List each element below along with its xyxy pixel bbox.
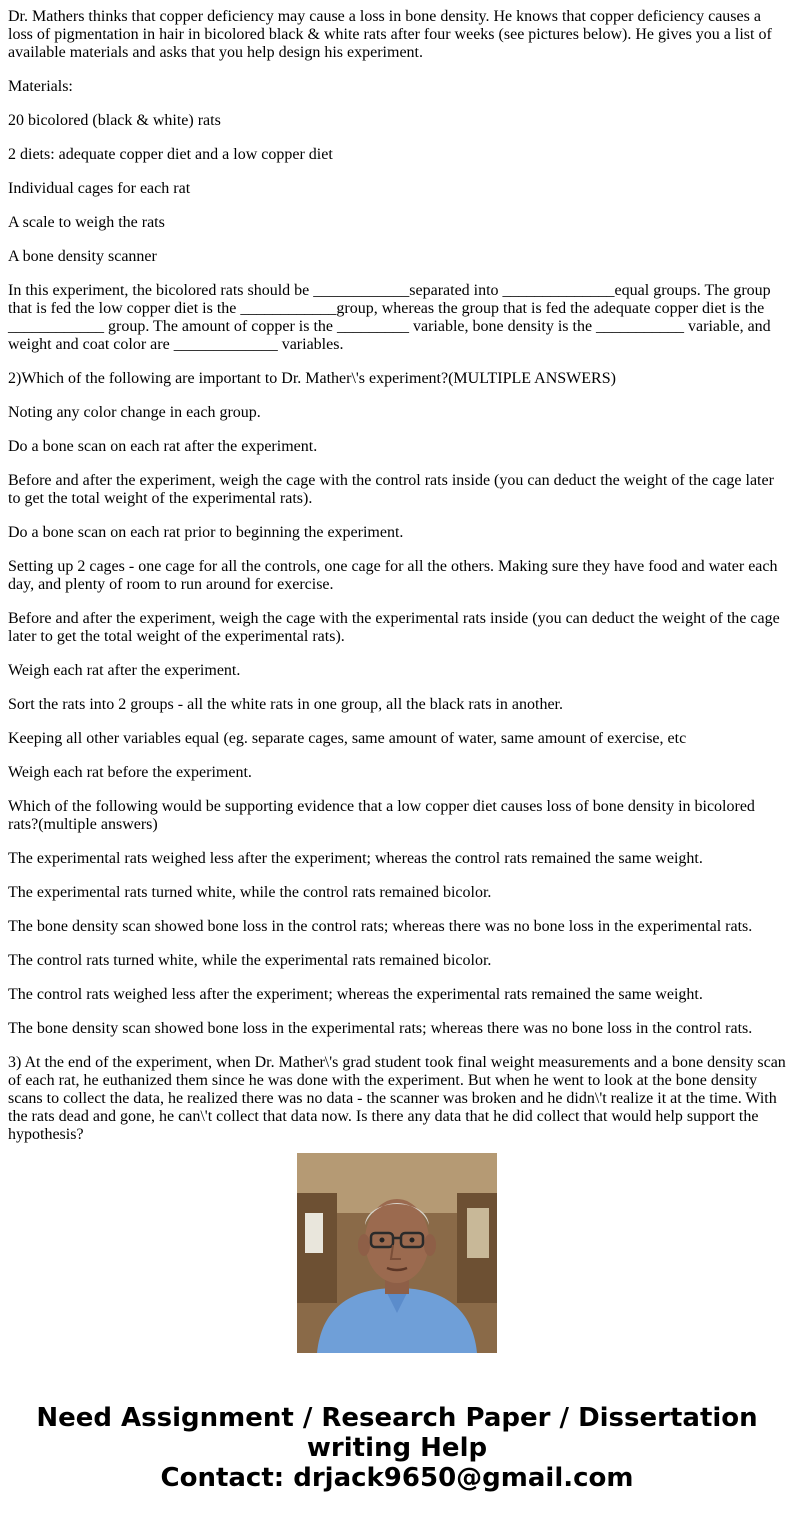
question-document <box>8 0 786 1143</box>
q3-paragraph: 3) At the end of the experiment, when Dr. Mather\'s grad student took final weight measurements and a bone density scan of each rat, he euthanized them since he was done with the experiment. But when he went to look at the bone density scans to collect the data, he realized there was no data - the scanner was broken and he didn\'t realize it at the time. With the rats dead and gone, he can\'t collect that data now. Is there any data that he did collect that would help support the hypothesis? <box>8 1054 786 1143</box>
q2-option: Before and after the experiment, weigh the cage with the control rats inside (you can deduct the weight of the cage later to get the total weight of the experimental rats). <box>8 472 774 507</box>
evidence-prompt: Which of the following would be supporting evidence that a low copper diet causes loss of bone density in bicolored rats?(multiple answers) <box>8 798 755 833</box>
q2-option: Do a bone scan on each rat prior to beginning the experiment. <box>8 524 404 541</box>
tutor-avatar-photo <box>297 1153 497 1353</box>
q2-option: Keeping all other variables equal (eg. separate cages, same amount of water, same amount of exercise, etc <box>8 730 687 747</box>
evidence-option: The bone density scan showed bone loss in the control rats; whereas there was no bone loss in the experimental rats. <box>8 918 753 935</box>
q2-option: Setting up 2 cages - one cage for all the controls, one cage for all the others. Making sure they have food and water each day, and plenty of room to run around for exercise. <box>8 558 778 593</box>
material-item: 2 diets: adequate copper diet and a low copper diet <box>8 146 333 163</box>
material-item: Individual cages for each rat <box>8 180 191 197</box>
q2-option: Weigh each rat after the experiment. <box>8 662 241 679</box>
tutor-portrait-illustration <box>297 1153 497 1353</box>
evidence-option: The control rats weighed less after the experiment; whereas the experimental rats remained the same weight. <box>8 986 703 1003</box>
help-banner-headline: Need Assignment / Research Paper / Dissertation writing Help <box>36 1403 758 1463</box>
q2-prompt: 2)Which of the following are important to Dr. Mather\'s experiment?(MULTIPLE ANSWERS) <box>8 370 616 387</box>
q2-option: Do a bone scan on each rat after the experiment. <box>8 438 318 455</box>
fill-in-question: In this experiment, the bicolored rats should be ____________separated into ______________equal groups. The group that is fed the low copper diet is the ____________group, whereas the group that is fed the adequate copper diet is the ____________ group. The amount of copper is the _________ variable, bone density is the ___________ variable, and weight and coat color are _____________ variables. <box>8 282 771 353</box>
q2-option: Noting any color change in each group. <box>8 404 261 421</box>
help-banner <box>0 1403 794 1493</box>
q2-option: Before and after the experiment, weigh the cage with the experimental rats inside (you can deduct the weight of the cage later to get the total weight of the experimental rats). <box>8 610 780 645</box>
intro-paragraph: Dr. Mathers thinks that copper deficiency may cause a loss in bone density. He knows that copper deficiency causes a loss of pigmentation in hair in bicolored black & white rats after four weeks (see pictures below). He gives you a list of available materials and asks that you help design his experiment. <box>8 8 772 61</box>
q2-option: Weigh each rat before the experiment. <box>8 764 252 781</box>
materials-heading: Materials: <box>8 78 73 95</box>
q2-option: Sort the rats into 2 groups - all the white rats in one group, all the black rats in another. <box>8 696 563 713</box>
evidence-option: The experimental rats turned white, while the control rats remained bicolor. <box>8 884 492 901</box>
evidence-option: The control rats turned white, while the experimental rats remained bicolor. <box>8 952 492 969</box>
evidence-option: The experimental rats weighed less after the experiment; whereas the control rats remained the same weight. <box>8 850 703 867</box>
evidence-option: The bone density scan showed bone loss in the experimental rats; whereas there was no bone loss in the control rats. <box>8 1020 753 1037</box>
material-item: 20 bicolored (black & white) rats <box>8 112 221 129</box>
help-banner-contact: Contact: drjack9650@gmail.com <box>160 1463 634 1493</box>
material-item: A bone density scanner <box>8 248 157 265</box>
material-item: A scale to weigh the rats <box>8 214 165 231</box>
